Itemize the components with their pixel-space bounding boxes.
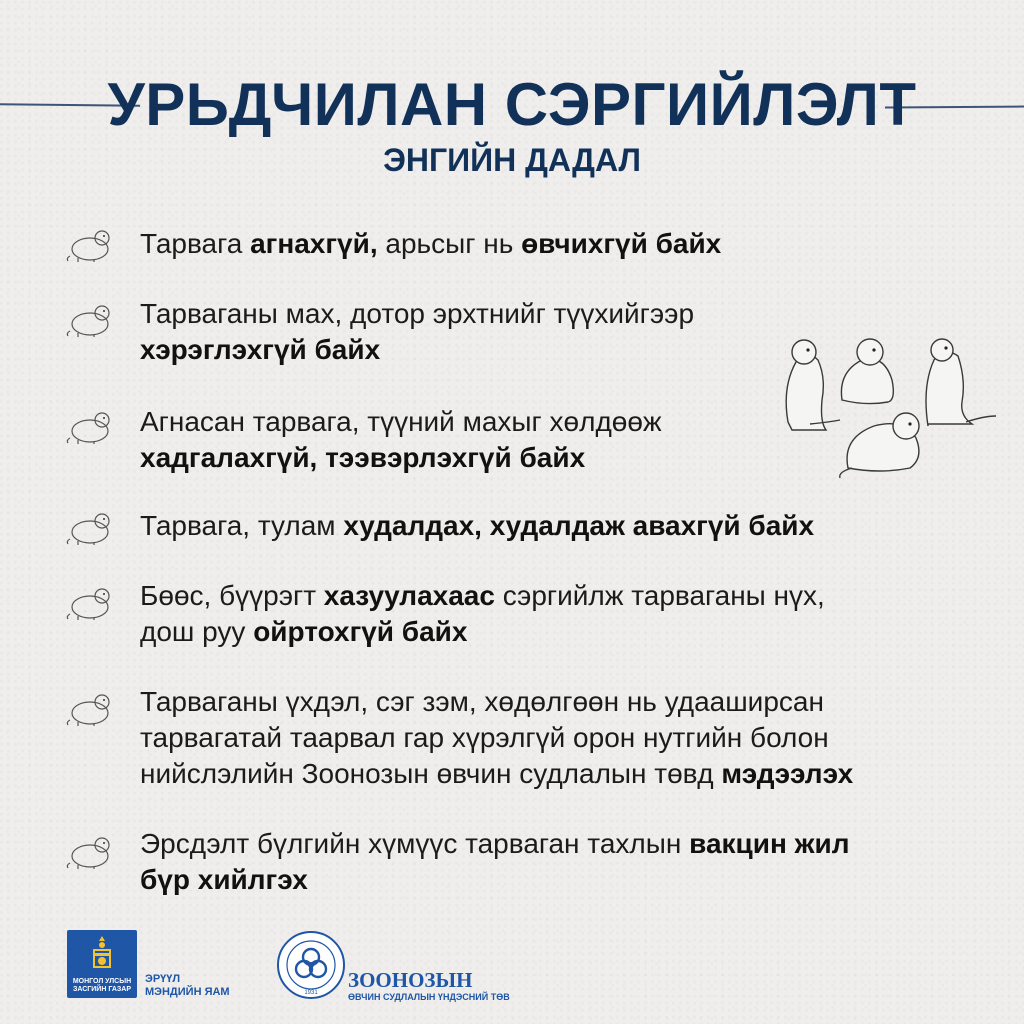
list-item-5 (140, 578, 1000, 650)
list-item-4 (140, 508, 1000, 544)
item-text: дош руу (140, 616, 254, 647)
marmot-bullet-icon (64, 506, 114, 546)
government-logo (67, 930, 137, 998)
ministry-name (145, 973, 230, 999)
marmot-bullet-icon (64, 581, 114, 621)
item-text: тарвагатай таарвал гар хүрэлгүй орон нутгийн болон (140, 722, 829, 753)
gov-logo-line2: ЗАСГИЙН ГАЗАР (72, 986, 132, 993)
zoonosis-name: ЗООНОЗЫН (348, 968, 473, 992)
ministry-line1: ЭРҮҮЛ (145, 973, 181, 985)
item-text: Тарвага (140, 228, 251, 259)
item-text: арьсыг нь (377, 228, 522, 259)
page-subtitle: ЭНГИЙН ДАДАЛ (383, 142, 641, 178)
item-text: Тарвага, тулам (140, 510, 344, 541)
item-text: нийслэлийн Зоонозын өвчин судлалын төвд (140, 758, 722, 789)
item-emphasis-text: хазуулахаас (323, 580, 495, 611)
item-text: Агнасан тарвага, түүний махыг хөлдөөж (140, 406, 662, 437)
item-emphasis-text: ойртохгүй байх (253, 616, 468, 647)
seal-year: 1931 (304, 990, 318, 996)
marmot-bullet-icon (64, 298, 114, 338)
item-emphasis-text: хадгалахгүй, тээвэрлэхгүй байх (140, 442, 586, 473)
ministry-line2: МЭНДИЙН ЯАМ (145, 986, 230, 998)
item-emphasis-text: бүр хийлгэх (140, 864, 308, 895)
zoonosis-subtitle: ӨВЧИН СУДЛАЛЫН ҮНДЭСНИЙ ТӨВ (348, 992, 510, 1002)
item-text: Тарваганы үхдэл, сэг зэм, хөдөлгөөн нь удааширсан (140, 686, 824, 717)
page-title: УРЬДЧИЛАН СЭРГИЙЛЭЛТ (107, 71, 917, 138)
item-emphasis-text: хэрэглэхгүй байх (140, 334, 381, 365)
soyombo-emblem-icon (91, 936, 113, 970)
marmot-illustration (770, 330, 1010, 480)
item-text: сэргийлж тарваганы нүх, (494, 580, 825, 611)
marmot-bullet-icon (64, 687, 114, 727)
item-emphasis-text: өвчихгүй байх (521, 228, 722, 259)
gov-logo-line1: МОНГОЛ УЛСЫН (72, 978, 132, 985)
item-text: Бөөс, бүүрэгт (140, 580, 324, 611)
item-text: Эрсдэлт бүлгийн хүмүүс тарваган тахлын (140, 828, 690, 859)
item-emphasis-text: худалдах, худалдаж авахгүй байх (343, 510, 815, 541)
item-text: Тарваганы мах, дотор эрхтнийг түүхийгээр (140, 298, 695, 329)
item-emphasis-text: агнахгүй, (250, 228, 378, 259)
marmot-bullet-icon (64, 223, 114, 263)
marmot-bullet-icon (64, 405, 114, 445)
marmot-bullet-icon (64, 830, 114, 870)
list-item-1 (140, 226, 1000, 262)
list-item-6 (140, 684, 1000, 792)
item-emphasis-text: мэдээлэх (721, 758, 854, 789)
item-emphasis-text: вакцин жил (689, 828, 850, 859)
list-item-7 (140, 826, 1000, 898)
biohazard-seal-icon (276, 930, 346, 1000)
